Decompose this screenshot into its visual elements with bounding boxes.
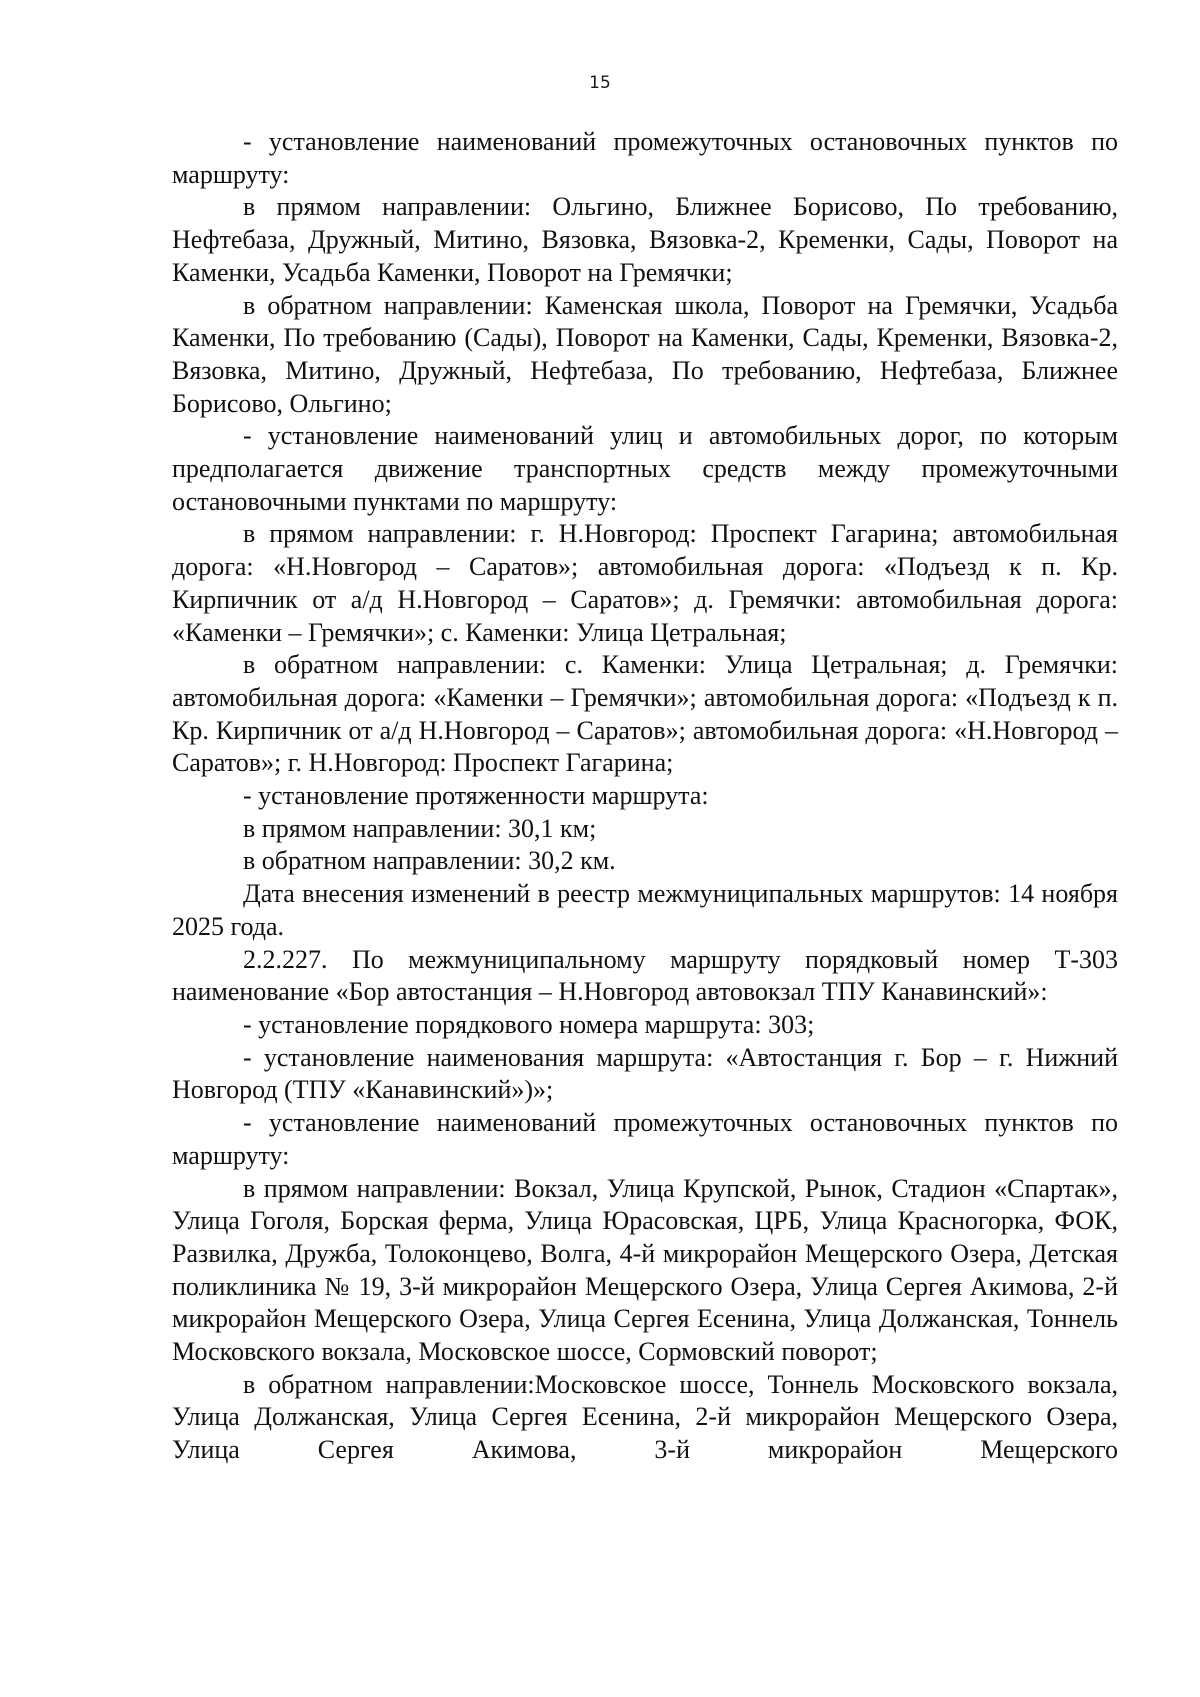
paragraph-route-number: - установление порядкового номера маршрута: 303;	[243, 1009, 815, 1039]
paragraph-stops-forward: в прямом направлении: Ольгино, Ближнее Борисово, По требованию, Нефтебаза, Дружный, Митино, Вязовка, Вязовка-2, Кременки, Сады, Поворот на Каменки, Усадьба Каменки, Поворот на Гремячки;	[172, 192, 1118, 287]
paragraph-streets-forward: в прямом направлении: г. Н.Новгород: Проспект Гагарина; автомобильная дорога: «Н.Новгород – Саратов»; автомобильная дорога: «Подъезд к п. Кр. Кирпичник от а/д Н.Новгород – Саратов»; д. Гремячки: автомобильная дорога: «Каменки – Гремячки»; с. Каменки: Улица Цетральная;	[172, 519, 1118, 647]
paragraph-length-heading: - установление протяженности маршрута:	[243, 781, 709, 811]
paragraph-route-227-stops-heading: - установление наименований промежуточных остановочных пунктов по маршруту:	[172, 1108, 1118, 1170]
paragraph-route-name: - установление наименования маршрута: «Автостанция г. Бор – г. Нижний Новгород (ТПУ «Канавинский»)»;	[172, 1042, 1118, 1105]
page-number: 15	[589, 73, 611, 93]
paragraph-stops-backward: в обратном направлении: Каменская школа, Поворот на Гремячки, Усадьба Каменки, По требованию (Сады), Поворот на Каменки, Сады, Кременки, Вязовка-2, Вязовка, Митино, Дружный, Нефтебаза, По требованию, Нефтебаза, Ближнее Борисово, Ольгино;	[172, 290, 1118, 418]
paragraph-route-227-stops-forward: в прямом направлении: Вокзал, Улица Крупской, Рынок, Стадион «Спартак», Улица Гоголя, Борская ферма, Улица Юрасовская, ЦРБ, Улица Красногорка, ФОК, Развилка, Дружба, Толоконцево, Волга, 4-й микрорайон Мещерского Озера, Детская поликлиника № 19, 3-й микрорайон Мещерского Озера, Улица Сергея Акимова, 2-й микрорайон Мещерского Озера, Улица Сергея Есенина, Улица Должанская, Тоннель Московского вокзала, Московское шоссе, Сормовский поворот;	[172, 1173, 1118, 1367]
paragraph-route-227-stops-backward: в обратном направлении:Московское шоссе, Тоннель Московского вокзала, Улица Должанская, Улица Сергея Есенина, 2-й микрорайон Мещерского Озера, Улица Сергея Акимова, 3-й микрорайон Мещерского	[172, 1369, 1118, 1465]
document-body	[172, 126, 1118, 1467]
paragraph-streets-heading: - установление наименований улиц и автомобильных дорог, по которым предполагается движение транспортных средств между промежуточными остановочными пунктами по маршруту:	[172, 421, 1118, 516]
paragraph-length-forward: в прямом направлении: 30,1 км;	[243, 813, 597, 843]
paragraph-length-backward: в обратном направлении: 30,2 км.	[243, 846, 616, 876]
paragraph-registry-date: Дата внесения изменений в реестр межмуниципальных маршрутов: 14 ноября 2025 года.	[172, 879, 1118, 941]
paragraph-streets-backward: в обратном направлении: с. Каменки: Улица Цетральная; д. Гремячки: автомобильная дорога: «Каменки – Гремячки»; автомобильная дорога: «Подъезд к п. Кр. Кирпичник от а/д Н.Новгород – Саратов»; автомобильная дорога: «Н.Новгород – Саратов»; г. Н.Новгород: Проспект Гагарина;	[172, 650, 1118, 778]
paragraph-route-227-title: 2.2.227. По межмуниципальному маршруту порядковый номер Т-303 наименование «Бор автостанция – Н.Новгород автовокзал ТПУ Канавинский»:	[172, 944, 1118, 1007]
paragraph-intermediate-stops-heading: - установление наименований промежуточных остановочных пунктов по маршруту:	[172, 127, 1118, 189]
